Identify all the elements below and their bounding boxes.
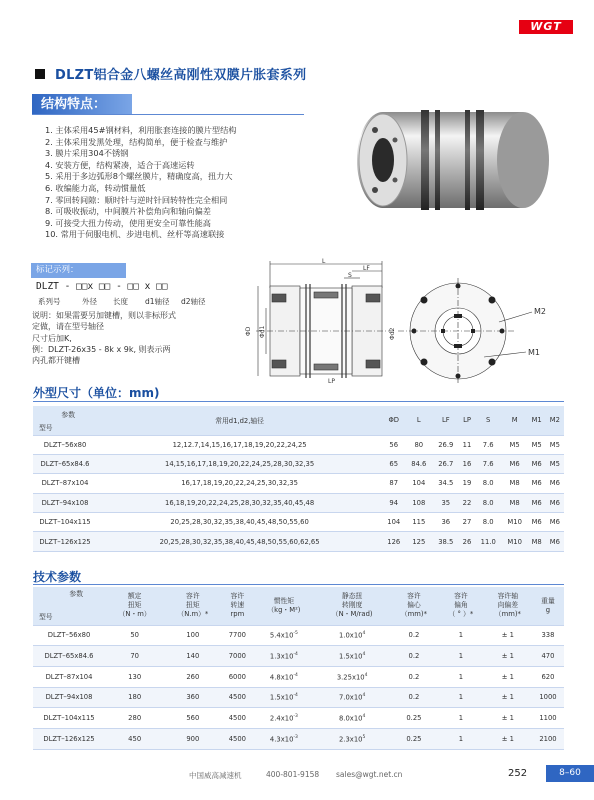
value-cell: 87 (382, 474, 405, 493)
header-line: g (545, 605, 551, 614)
page-code: 8–60 (546, 765, 594, 782)
value-cell: $1.3x10^{-4}$ (253, 646, 314, 667)
header-line: （kg・M²) (267, 605, 301, 614)
technical-header-cell (221, 587, 253, 625)
value-cell: $3.25x10^4$ (315, 666, 390, 687)
header-line: 容许 (186, 592, 200, 601)
dimensions-header-cell: L (405, 406, 432, 435)
header-line: （N・M/rad) (331, 610, 373, 619)
table-row (33, 666, 564, 687)
value-cell: M6 (528, 513, 546, 532)
value-cell: 260 (164, 666, 221, 687)
value-cell: M6 (502, 454, 528, 473)
dim-label-phid2: Φd2 (389, 327, 396, 340)
value-cell: 470 (532, 646, 564, 667)
value-cell: 130 (105, 666, 164, 687)
dimensions-header-cell: LF (432, 406, 459, 435)
value-cell: 125 (405, 532, 432, 551)
brand-logo: WGT (519, 20, 573, 34)
technical-divider (33, 584, 564, 585)
value-cell: $2.3x10^5$ (315, 728, 390, 749)
value-cell: 1100 (532, 708, 564, 729)
technical-table (33, 587, 564, 750)
value-cell: M6 (546, 532, 564, 551)
header-line: 额定 (127, 592, 142, 601)
value-cell: 7.6 (475, 454, 502, 473)
technical-header-cell (164, 587, 221, 625)
table-row (33, 625, 564, 646)
value-cell: 4500 (221, 687, 253, 708)
feature-item: 6. 收编能力高，转动惯量低 (45, 182, 146, 193)
header-line: 转刚度 (341, 601, 363, 610)
value-cell: 1 (438, 646, 484, 667)
value-cell: 180 (105, 687, 164, 708)
value-cell: 38.5 (432, 532, 459, 551)
value-cell: 115 (405, 513, 432, 532)
value-cell: $1.5x10^4$ (315, 646, 390, 667)
value-cell: 20,25,28,30,32,35,38,40,45,48,50,55,60 (97, 513, 382, 532)
model-cell: DLZT–65x84.6 (33, 646, 105, 667)
table-row (33, 646, 564, 667)
dim-label-phid1: Φd1 (259, 325, 266, 338)
dimensions-corner-cell: 参数 型号 (33, 406, 97, 435)
table-row (33, 728, 564, 749)
value-cell: 12,12.7,14,15,16,17,18,19,20,22,24,25 (97, 435, 382, 454)
table-row (33, 532, 564, 551)
dim-label-LF: LF (363, 265, 370, 272)
header-line: 扭矩 (186, 601, 200, 610)
dimensions-header-cell: M2 (546, 406, 564, 435)
header-line: 静态扭 (341, 592, 363, 601)
value-cell: 36 (432, 513, 459, 532)
page-title (35, 64, 306, 83)
part-d1: d1轴径 (145, 297, 170, 306)
value-cell: 0.2 (390, 625, 438, 646)
value-cell: M6 (546, 493, 564, 512)
value-cell: M8 (502, 493, 528, 512)
model-cell: DLZT–94x108 (33, 687, 105, 708)
value-cell: M6 (528, 493, 546, 512)
dimensions-header-cell: S (475, 406, 502, 435)
table-row (33, 708, 564, 729)
header-line: 惯性矩 (273, 596, 295, 605)
value-cell: 1 (438, 708, 484, 729)
header-line: 偏心 (407, 601, 421, 610)
value-cell: M10 (502, 513, 528, 532)
marking-notes (32, 310, 176, 366)
value-cell: 1 (438, 625, 484, 646)
table-row (33, 435, 564, 454)
model-cell: DLZT–104x115 (33, 708, 105, 729)
value-cell: M6 (546, 474, 564, 493)
technical-header-cell (532, 587, 564, 625)
value-cell: 4500 (221, 708, 253, 729)
part-length: 长度 (113, 297, 128, 306)
value-cell: 900 (164, 728, 221, 749)
value-cell: 11 (459, 435, 474, 454)
table-row (33, 493, 564, 512)
value-cell: 104 (405, 474, 432, 493)
feature-item: 2. 主体采用发黑处理，结构简单，便于检查与维护 (45, 136, 228, 147)
value-cell: 560 (164, 708, 221, 729)
note-line: 内孔都开键槽 (32, 356, 80, 366)
value-cell: M6 (528, 474, 546, 493)
value-cell: M8 (528, 532, 546, 551)
value-cell: 280 (105, 708, 164, 729)
value-cell: 450 (105, 728, 164, 749)
features-list (45, 125, 236, 241)
value-cell: 16,17,18,19,20,22,24,25,30,32,35 (97, 474, 382, 493)
model-cell: DLZT–126x125 (33, 532, 97, 551)
dimensions-title: 外型尺寸（单位：mm) (33, 386, 160, 400)
value-cell: 80 (405, 435, 432, 454)
header-line: （N・m） (118, 610, 151, 619)
table-row (33, 454, 564, 473)
value-cell: ± 1 (484, 728, 532, 749)
technical-header-cell (438, 587, 484, 625)
technical-drawing (236, 258, 578, 388)
technical-title: 技术参数 (33, 570, 82, 584)
technical-header-cell (390, 587, 438, 625)
technical-header-cell (105, 587, 164, 625)
value-cell: 11.0 (475, 532, 502, 551)
table-row (33, 513, 564, 532)
feature-item: 5. 采用于多边弧形8个螺丝膜片，精确度高，扭力大 (45, 171, 233, 182)
feature-item: 10. 常用于伺服电机、步进电机、丝杆等高速联接 (45, 229, 225, 240)
value-cell: 1 (438, 728, 484, 749)
dimensions-divider (33, 401, 564, 402)
value-cell: 70 (105, 646, 164, 667)
value-cell: M5 (546, 435, 564, 454)
value-cell: 8.0 (475, 474, 502, 493)
value-cell: 16 (459, 454, 474, 473)
header-line: 容许轴 (497, 592, 519, 601)
value-cell: 19 (459, 474, 474, 493)
value-cell: 27 (459, 513, 474, 532)
dim-label-M2: M2 (534, 307, 546, 316)
header-line: （ ° ）* (448, 610, 474, 619)
value-cell: 0.25 (390, 708, 438, 729)
feature-item: 4. 安装方便，结构紧凑，适合于高速运转 (45, 159, 195, 170)
value-cell: M6 (528, 454, 546, 473)
header-line: 重量 (541, 596, 555, 605)
technical-corner-cell: 参数 型号 (33, 587, 105, 625)
header-line: 向偏差 (497, 601, 519, 610)
feature-item: 3. 膜片采用304不锈钢 (45, 148, 129, 159)
value-cell: M6 (546, 513, 564, 532)
model-cell: DLZT–94x108 (33, 493, 97, 512)
value-cell: 26.9 (432, 435, 459, 454)
value-cell: $4.3x10^{-3}$ (253, 728, 314, 749)
value-cell: 65 (382, 454, 405, 473)
coupling-product-image (333, 100, 573, 215)
model-code-pattern: DLZT - □□x □□ - □□ x □□ (36, 281, 168, 292)
value-cell: 26.7 (432, 454, 459, 473)
page-title-text: DLZT铝合金八螺丝高刚性双膜片胀套系列 (55, 68, 307, 83)
value-cell: ± 1 (484, 708, 532, 729)
dimensions-header-cell: M1 (528, 406, 546, 435)
value-cell: 56 (382, 435, 405, 454)
feature-item: 8. 可吸收振动，中间膜片补偿角向和轴向偏差 (45, 206, 211, 217)
table-row (33, 474, 564, 493)
value-cell: M5 (546, 454, 564, 473)
dim-label-M1: M1 (528, 348, 540, 357)
marking-heading: 标记示列： (31, 263, 126, 278)
header-line: 容许 (230, 592, 245, 601)
value-cell: 94 (382, 493, 405, 512)
dimensions-header-cell: ΦD (382, 406, 405, 435)
value-cell: ± 1 (484, 666, 532, 687)
dimensions-header-cell: M (502, 406, 528, 435)
model-cell: DLZT–56x80 (33, 625, 105, 646)
header-line: （mm)* (400, 610, 427, 619)
value-cell: 22 (459, 493, 474, 512)
technical-header-cell (315, 587, 390, 625)
header-line: 容许 (407, 592, 421, 601)
features-divider (32, 114, 304, 115)
dim-label-phiD: ΦD (245, 326, 252, 336)
value-cell: 2100 (532, 728, 564, 749)
value-cell: 35 (432, 493, 459, 512)
value-cell: 26 (459, 532, 474, 551)
value-cell: M5 (502, 435, 528, 454)
dim-label-L: L (322, 258, 326, 265)
value-cell: $1.5x10^{-4}$ (253, 687, 314, 708)
header-line: rpm (230, 610, 245, 619)
footer-email[interactable]: sales@wgt.net.cn (336, 770, 403, 779)
footer-company: 中国威高减速机 (189, 771, 242, 780)
value-cell: 20,25,28,30,32,35,38,40,45,48,50,55,60,62,65 (97, 532, 382, 551)
technical-header-cell (253, 587, 314, 625)
value-cell: M8 (502, 474, 528, 493)
feature-item: 1. 主体采用45#钢材料，利用胀套连接的膜片型结构 (45, 125, 237, 135)
note-line: 说明：如果需要另加键槽，则以非标形式 (32, 311, 176, 320)
footer-phone: 400-801-9158 (266, 770, 320, 779)
value-cell: ± 1 (484, 625, 532, 646)
model-cell: DLZT–65x84.6 (33, 454, 97, 473)
part-outer-diameter: 外径 (82, 297, 97, 306)
header-line: （N.m）* (177, 610, 209, 619)
part-series: 系列号 (38, 297, 61, 306)
technical-header-cell (484, 587, 532, 625)
value-cell: 14,15,16,17,18,19,20,22,24,25,28,30,32,35 (97, 454, 382, 473)
value-cell: $8.0x10^4$ (315, 708, 390, 729)
value-cell: M10 (502, 532, 528, 551)
value-cell: $5.4x10^{-5}$ (253, 625, 314, 646)
part-d2: d2轴径 (181, 297, 206, 306)
value-cell: 140 (164, 646, 221, 667)
value-cell: $1.0x10^4$ (315, 625, 390, 646)
value-cell: 50 (105, 625, 164, 646)
model-cell: DLZT–87x104 (33, 474, 97, 493)
value-cell: 34.5 (432, 474, 459, 493)
note-line: 例：DLZT-26x35 - 8k x 9k, 则表示两 (32, 344, 171, 354)
value-cell: 338 (532, 625, 564, 646)
value-cell: 100 (164, 625, 221, 646)
feature-item: 7. 零回转间隙：顺时针与逆时针回转特性完全相同 (45, 194, 228, 205)
header-line: 转速 (230, 601, 245, 610)
value-cell: 0.2 (390, 646, 438, 667)
value-cell: 16,18,19,20,22,24,25,28,30,32,35,40,45,48 (97, 493, 382, 512)
page-number: 252 (508, 768, 528, 779)
value-cell: 1000 (532, 687, 564, 708)
header-line: 容许 (454, 592, 468, 601)
value-cell: 7.6 (475, 435, 502, 454)
header-line: （mm)* (494, 610, 521, 619)
value-cell: 620 (532, 666, 564, 687)
value-cell: $2.4x10^{-3}$ (253, 708, 314, 729)
note-line: 定做，请在型号轴径 (32, 322, 104, 332)
value-cell: M5 (528, 435, 546, 454)
value-cell: 6000 (221, 666, 253, 687)
value-cell: 0.25 (390, 728, 438, 749)
header-line: 偏角 (454, 601, 468, 610)
value-cell: 104 (382, 513, 405, 532)
value-cell: 8.0 (475, 493, 502, 512)
value-cell: 1 (438, 666, 484, 687)
dimensions-header-cell: 常用d1,d2,轴径 (97, 406, 382, 435)
value-cell: 7700 (221, 625, 253, 646)
model-cell: DLZT–104x115 (33, 513, 97, 532)
dimensions-table (33, 406, 564, 552)
model-cell: DLZT–126x125 (33, 728, 105, 749)
note-line: 尺寸后加K, (32, 333, 72, 343)
dimensions-header-cell: LP (459, 406, 474, 435)
model-cell: DLZT–56x80 (33, 435, 97, 454)
dim-label-LP: LP (328, 378, 335, 385)
value-cell: 126 (382, 532, 405, 551)
header-line: 扭矩 (127, 601, 142, 610)
value-cell: 8.0 (475, 513, 502, 532)
value-cell: $4.8x10^{-4}$ (253, 666, 314, 687)
value-cell: 0.2 (390, 666, 438, 687)
value-cell: $7.0x10^4$ (315, 687, 390, 708)
value-cell: 108 (405, 493, 432, 512)
value-cell: ± 1 (484, 687, 532, 708)
value-cell: 1 (438, 687, 484, 708)
feature-item: 9. 可接受大扭力传动，使用更安全可靠性能高 (45, 217, 211, 228)
features-heading: 结构特点： (32, 94, 132, 115)
value-cell: ± 1 (484, 646, 532, 667)
value-cell: 7000 (221, 646, 253, 667)
model-cell: DLZT–87x104 (33, 666, 105, 687)
value-cell: 360 (164, 687, 221, 708)
value-cell: 4500 (221, 728, 253, 749)
table-row (33, 687, 564, 708)
title-square-icon (35, 69, 45, 79)
value-cell: 0.2 (390, 687, 438, 708)
dim-label-S: S (348, 272, 352, 279)
value-cell: 84.6 (405, 454, 432, 473)
